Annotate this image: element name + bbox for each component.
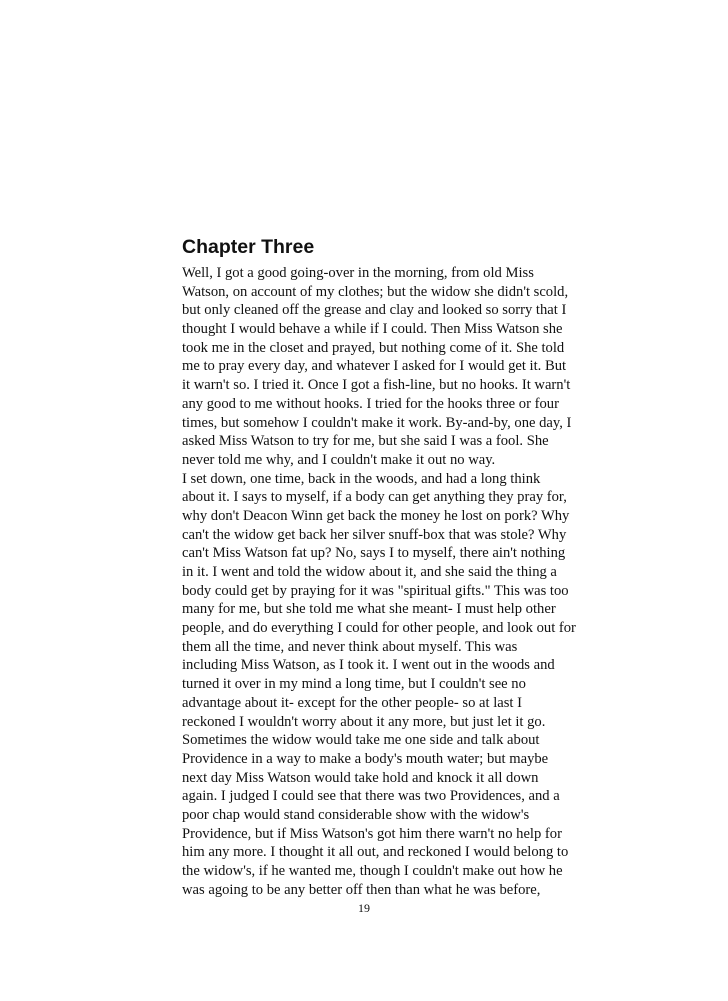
text-line: Well, I got a good going-over in the morning, from old Miss	[182, 265, 534, 281]
text-line: body could get by praying for it was "spiritual gifts." This was too	[182, 582, 569, 599]
text-line: why don't Deacon Winn get back the money he lost on pork? Why	[182, 507, 570, 524]
text-line: me to pray every day, and whatever I asked for I would get it. But	[182, 358, 567, 375]
text-line: again. I judged I could see that there was two Providences, and a	[182, 788, 560, 805]
text-line: Providence, but if Miss Watson's got him there warn't no help for	[182, 825, 562, 842]
text-line: Sometimes the widow would take me one side and talk about	[182, 732, 540, 749]
text-line: Providence in a way to make a body's mouth water; but maybe	[182, 750, 549, 767]
text-line: but only cleaned off the grease and clay and looked so sorry that I	[182, 302, 567, 319]
text-line: next day Miss Watson would take hold and knock it all down	[182, 769, 539, 786]
text-line: thought I would behave a while if I could. Then Miss Watson she	[182, 321, 563, 338]
text-line: reckoned I wouldn't worry about it any more, but just let it go.	[182, 713, 546, 730]
page-number: 19	[358, 901, 370, 915]
chapter-title: Chapter Three	[182, 236, 315, 258]
text-line: it warn't so. I tried it. Once I got a fish-line, but no hooks. It warn't	[182, 377, 571, 394]
text-line: asked Miss Watson to try for me, but she said I was a fool. She	[182, 433, 549, 450]
text-line: advantage about it- except for the other people- so at last I	[182, 694, 522, 711]
text-line: times, but somehow I couldn't make it work. By-and-by, one day, I	[182, 414, 572, 431]
text-line: them all the time, and never think about myself. This was	[182, 638, 518, 655]
text-line: can't Miss Watson fat up? No, says I to myself, there ain't nothing	[182, 545, 566, 562]
page-content	[182, 234, 602, 899]
text-line: can't the widow get back her silver snuff-box that was stole? Why	[182, 526, 567, 543]
text-line: in it. I went and told the widow about it, and she said the thing a	[182, 564, 557, 580]
text-line: never told me why, and I couldn't make it out no way.	[182, 451, 496, 468]
text-line: I set down, one time, back in the woods, and had a long think	[182, 470, 541, 487]
text-line: turned it over in my mind a long time, but I couldn't see no	[182, 676, 526, 693]
text-line: many for me, but she told me what she meant- I must help other	[182, 601, 556, 618]
text-line: people, and do everything I could for other people, and look out for	[182, 620, 576, 637]
text-line: any good to me without hooks. I tried for the hooks three or four	[182, 395, 559, 412]
text-line: including Miss Watson, as I took it. I went out in the woods and	[182, 657, 555, 674]
text-line: poor chap would stand considerable show with the widow's	[182, 806, 530, 823]
text-line: was agoing to be any better off then than what he was before,	[182, 881, 541, 898]
text-line: about it. I says to myself, if a body can get anything they pray for,	[182, 489, 567, 506]
text-line: took me in the closet and prayed, but nothing come of it. She told	[182, 339, 565, 356]
text-line: the widow's, if he wanted me, though I couldn't make out how he	[182, 863, 563, 879]
text-line: Watson, on account of my clothes; but the widow she didn't scold,	[182, 283, 569, 300]
chapter-body	[182, 264, 602, 899]
text-line: him any more. I thought it all out, and reckoned I would belong to	[182, 844, 569, 861]
